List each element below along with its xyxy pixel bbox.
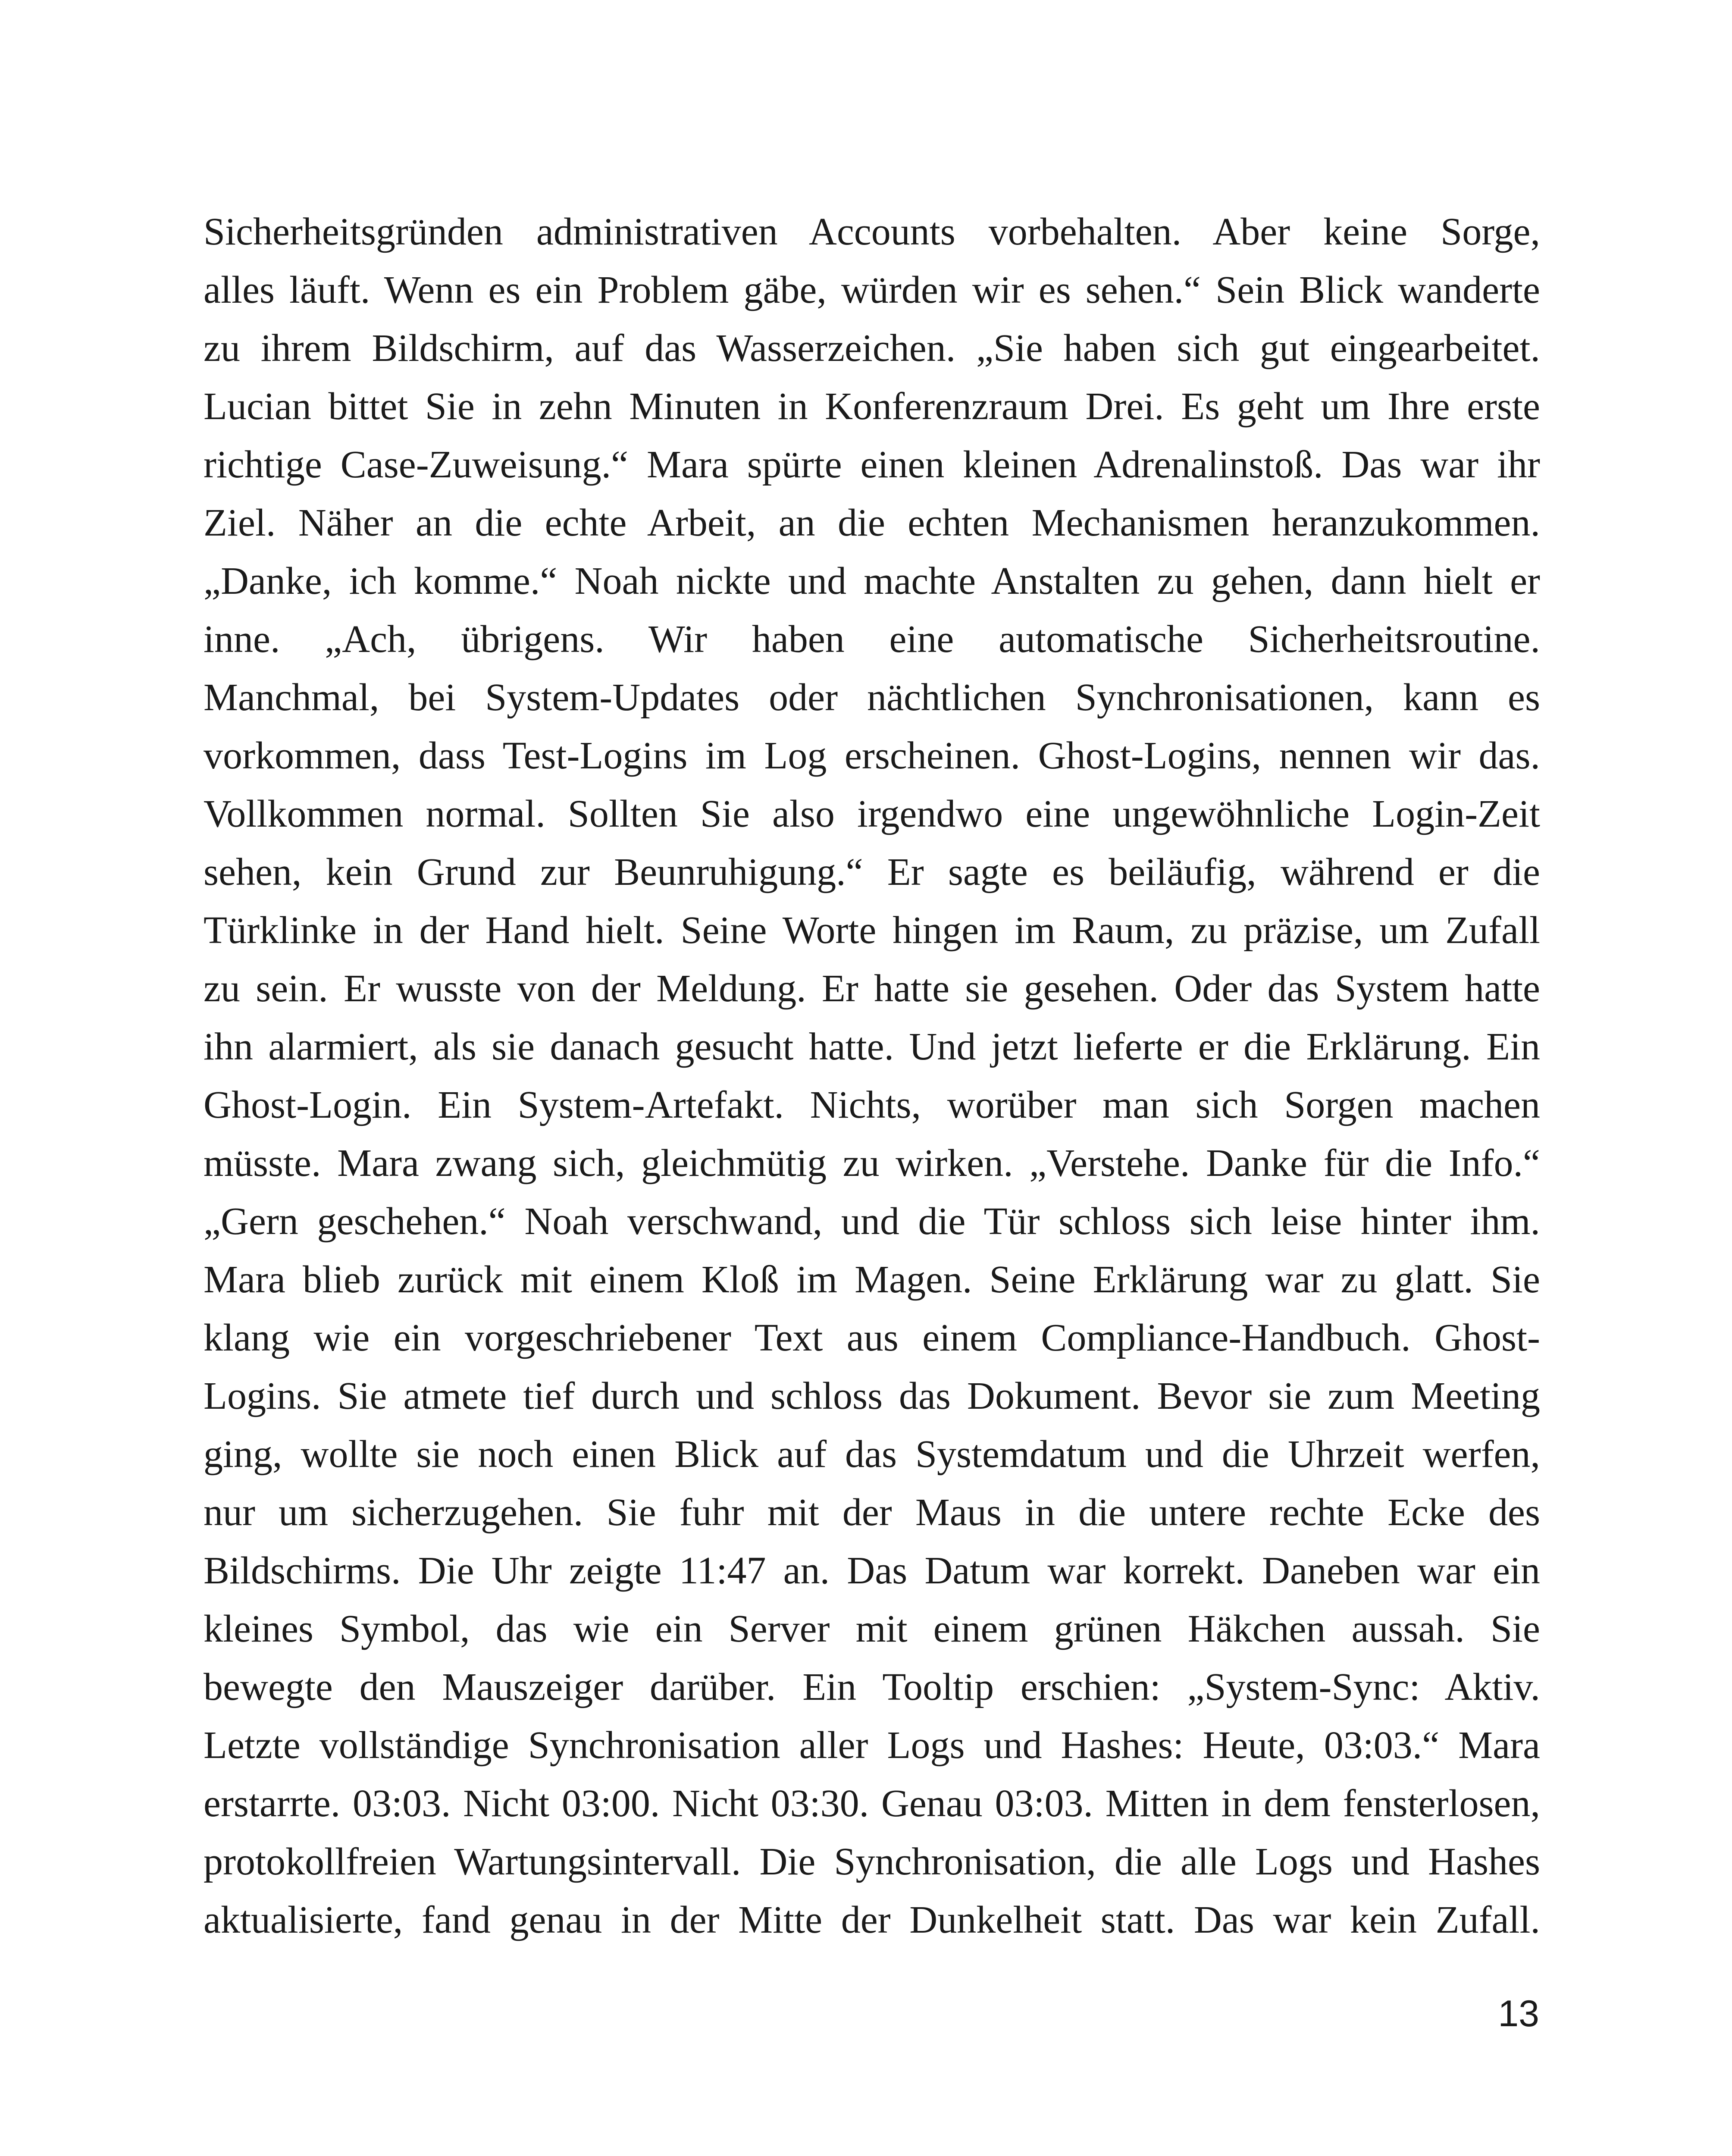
text-line: Logins. Sie atmete tief durch und schloss das Dokument. Bevor sie zum Meeting (204, 1375, 1540, 1417)
text-line: zu sein. Er wusste von der Meldung. Er hatte sie gesehen. Oder das System hatte (204, 967, 1540, 1010)
text-line: Ghost-Login. Ein System-Artefakt. Nichts, worüber man sich Sorgen machen (204, 1084, 1540, 1126)
text-line: kleines Symbol, das wie ein Server mit einem grünen Häkchen aussah. Sie (204, 1608, 1540, 1650)
text-line: klang wie ein vorgeschriebener Text aus einem Compliance-Handbuch. Ghost- (204, 1316, 1540, 1359)
text-line: Letzte vollständige Synchronisation aller Logs und Hashes: Heute, 03:03.“ Mara (204, 1724, 1540, 1767)
text-line: zu ihrem Bildschirm, auf das Wasserzeichen. „Sie haben sich gut eingearbeitet. (204, 327, 1540, 370)
body-text (204, 203, 1540, 1949)
text-line: Lucian bittet Sie in zehn Minuten in Konferenzraum Drei. Es geht um Ihre erste (204, 385, 1540, 428)
text-line: richtige Case-Zuweisung.“ Mara spürte einen kleinen Adrenalinstoß. Das war ihr (204, 443, 1540, 486)
text-line: Vollkommen normal. Sollten Sie also irgendwo eine ungewöhnliche Login-Zeit (204, 793, 1540, 835)
text-line: müsste. Mara zwang sich, gleichmütig zu wirken. „Verstehe. Danke für die Info.“ (204, 1142, 1540, 1185)
text-line: ging, wollte sie noch einen Blick auf das Systemdatum und die Uhrzeit werfen, (204, 1433, 1540, 1476)
page-number: 13 (1498, 1993, 1539, 2034)
text-line: Sicherheitsgründen administrativen Accounts vorbehalten. Aber keine Sorge, (204, 210, 1540, 253)
text-line: alles läuft. Wenn es ein Problem gäbe, würden wir es sehen.“ Sein Blick wanderte (204, 269, 1540, 311)
text-line: „Danke, ich komme.“ Noah nickte und machte Anstalten zu gehen, dann hielt er (204, 560, 1540, 602)
text-line: sehen, kein Grund zur Beunruhigung.“ Er sagte es beiläufig, während er die (204, 851, 1540, 893)
text-line: protokollfreien Wartungsintervall. Die Synchronisation, die alle Logs und Hashes (204, 1840, 1540, 1883)
text-line: erstarrte. 03:03. Nicht 03:00. Nicht 03:30. Genau 03:03. Mitten in dem fensterlosen, (204, 1782, 1540, 1825)
text-line: bewegte den Mauszeiger darüber. Ein Tooltip erschien: „System-Sync: Aktiv. (204, 1666, 1540, 1708)
text-line: inne. „Ach, übrigens. Wir haben eine automatische Sicherheitsroutine. (204, 618, 1540, 661)
text-line: nur um sicherzugehen. Sie fuhr mit der Maus in die untere rechte Ecke des (204, 1491, 1540, 1534)
text-line: Ziel. Näher an die echte Arbeit, an die echten Mechanismen heranzukommen. (204, 501, 1540, 544)
text-line: ihn alarmiert, als sie danach gesucht hatte. Und jetzt lieferte er die Erklärung. Ein (204, 1025, 1540, 1068)
text-line: Manchmal, bei System-Updates oder nächtlichen Synchronisationen, kann es (204, 676, 1540, 719)
text-line: „Gern geschehen.“ Noah verschwand, und die Tür schloss sich leise hinter ihm. (204, 1200, 1540, 1243)
text-line: aktualisierte, fand genau in der Mitte der Dunkelheit statt. Das war kein Zufall. (204, 1899, 1540, 1941)
text-line: Türklinke in der Hand hielt. Seine Worte hingen im Raum, zu präzise, um Zufall (204, 909, 1540, 952)
text-line: vorkommen, dass Test-Logins im Log erscheinen. Ghost-Logins, nennen wir das. (204, 734, 1540, 777)
text-line: Bildschirms. Die Uhr zeigte 11:47 an. Das Datum war korrekt. Daneben war ein (204, 1549, 1540, 1592)
text-line: Mara blieb zurück mit einem Kloß im Magen. Seine Erklärung war zu glatt. Sie (204, 1258, 1540, 1301)
